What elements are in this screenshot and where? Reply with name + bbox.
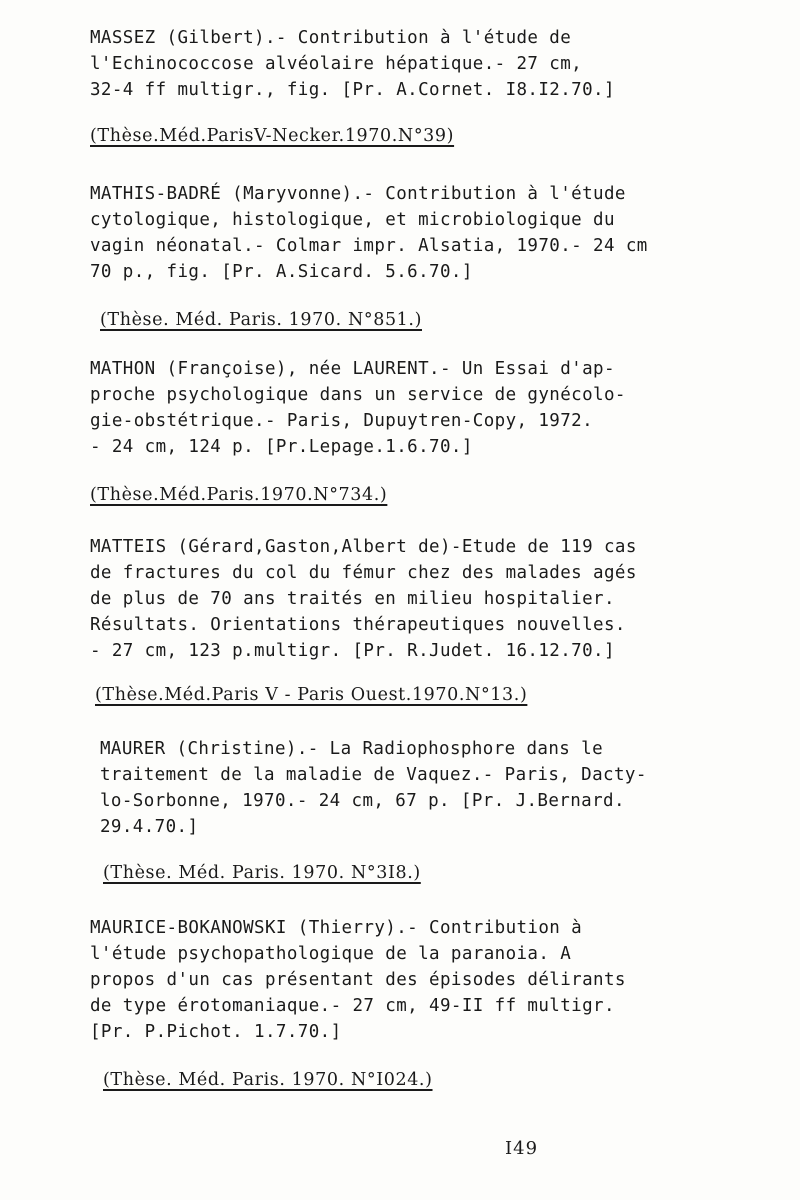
entry-line: [Pr. P.Pichot. 1.7.70.] (90, 1022, 342, 1042)
entry-line: 32-4 ff multigr., fig. [Pr. A.Cornet. I8.I2.70.] (90, 80, 615, 100)
entry-line: gie-obstétrique.- Paris, Dupuytren-Copy, 1972. (90, 411, 594, 431)
entry-line: MASSEZ (Gilbert).- Contribution à l'étude de (90, 28, 572, 48)
thesis-reference: (Thèse.Méd.Paris.1970.N°734.) (90, 485, 388, 505)
entry-line: 70 p., fig. [Pr. A.Sicard. 5.6.70.] (90, 262, 473, 282)
entry-line: de plus de 70 ans traités en milieu hospitalier. (90, 589, 615, 609)
entry-line: MATTEIS (Gérard,Gaston,Albert de)-Etude de 119 cas (90, 537, 637, 557)
entry-line: de type érotomaniaque.- 27 cm, 49-II ff multigr. (90, 996, 615, 1016)
entry-line: traitement de la maladie de Vaquez.- Paris, Dacty- (100, 765, 647, 785)
entry-line: cytologique, histologique, et microbiologique du (90, 210, 615, 230)
thesis-reference: (Thèse. Méd. Paris. 1970. N°I024.) (103, 1070, 433, 1090)
entry-line: MATHON (Françoise), née LAURENT.- Un Essai d'ap- (90, 359, 615, 379)
entry-line: l'Echinococcose alvéolaire hépatique.- 27 cm, (90, 54, 583, 74)
entry-line: MAURICE-BOKANOWSKI (Thierry).- Contribution à (90, 918, 583, 938)
page-number: I49 (505, 1138, 539, 1159)
thesis-reference: (Thèse. Méd. Paris. 1970. N°851.) (100, 310, 422, 330)
thesis-reference: (Thèse. Méd. Paris. 1970. N°3I8.) (103, 863, 421, 883)
thesis-reference: (Thèse.Méd.Paris V - Paris Ouest.1970.N°13.) (95, 685, 528, 705)
entry-line: MATHIS-BADRÉ (Maryvonne).- Contribution à l'étude (90, 184, 626, 204)
thesis-reference: (Thèse.Méd.ParisV-Necker.1970.N°39) (90, 126, 455, 146)
entry-line: - 27 cm, 123 p.multigr. [Pr. R.Judet. 16.12.70.] (90, 641, 615, 661)
entry-line: propos d'un cas présentant des épisodes délirants (90, 970, 626, 990)
entry-line: 29.4.70.] (100, 817, 199, 837)
entry-line: Résultats. Orientations thérapeutiques nouvelles. (90, 615, 626, 635)
entry-line: proche psychologique dans un service de gynécolo- (90, 385, 626, 405)
entry-line: de fractures du col du fémur chez des malades agés (90, 563, 637, 583)
entry-line: MAURER (Christine).- La Radiophosphore dans le (100, 739, 604, 759)
entry-line: vagin néonatal.- Colmar impr. Alsatia, 1970.- 24 cm (90, 236, 648, 256)
entry-line: lo-Sorbonne, 1970.- 24 cm, 67 p. [Pr. J.Bernard. (100, 791, 625, 811)
entry-line: - 24 cm, 124 p. [Pr.Lepage.1.6.70.] (90, 437, 473, 457)
entry-line: l'étude psychopathologique de la paranoia. A (90, 944, 572, 964)
